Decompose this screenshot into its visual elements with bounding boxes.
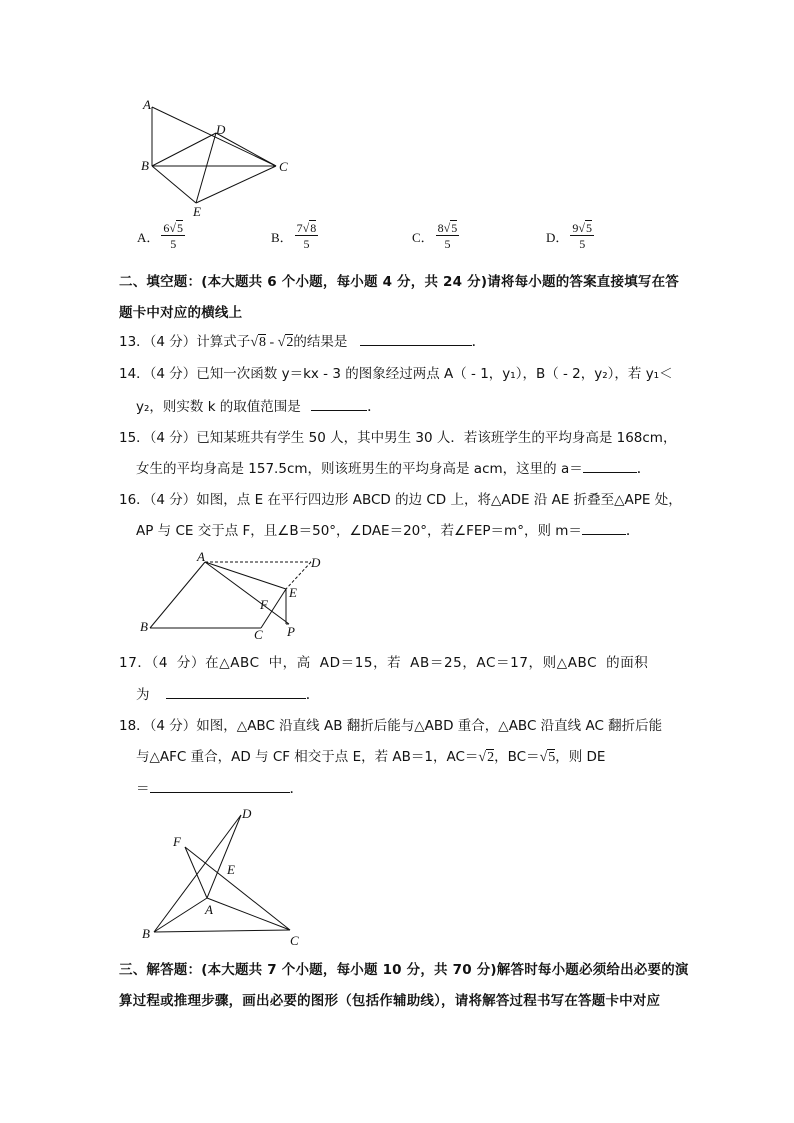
q18-text-a: 与△AFC 重合，AD 与 CF 相交于点 E，若 AB＝1，AC＝ (136, 749, 479, 765)
radicand: 8 (310, 221, 317, 235)
q13-prefix: 13．（4 分）计算式子 (119, 334, 251, 350)
question-14-line2: y₂，则实数 k 的取值范围是 ． (136, 396, 381, 418)
q18-radicand-1: 2 (487, 750, 495, 765)
label-b: B (141, 158, 149, 173)
q15-text: 女生的平均身高是 157.5cm，则该班男生的平均身高是 acm，这里的 a＝ (136, 461, 583, 477)
figure-q12 (130, 95, 300, 225)
q13-suffix: 的结果是 (293, 334, 348, 350)
question-16-line1: 16．（4 分）如图，点 E 在平行四边形 ABCD 的边 CD 上，将△ADE 沿 AE 折叠至△APE 处， (119, 492, 682, 508)
label-c: C (279, 159, 288, 174)
label-c: C (254, 627, 263, 642)
question-15-line1: 15．（4 分）已知某班共有学生 50 人，其中男生 30 人．若该班学生的平均身高是 168cm， (119, 430, 677, 446)
coef: 6 (163, 221, 170, 235)
q13-answer-blank[interactable] (360, 331, 472, 346)
q14-text: y₂，则实数 k 的取值范围是 (136, 399, 301, 415)
fraction: $\frac{8√5}{5}$ (437, 221, 458, 251)
label-a: A (143, 97, 151, 112)
q18-answer-blank[interactable] (150, 778, 290, 793)
option-d (546, 222, 594, 250)
q13-minus: - (266, 335, 278, 350)
section3-heading-line2: 算过程或推理步骤，画出必要的图形（包括作辅助线），请将解答过程书写在答题卡中对应 (119, 993, 661, 1009)
fraction: $\frac{7√8}{5}$ (296, 221, 317, 251)
label-e: E (289, 585, 297, 600)
q18-eq: ＝ (136, 781, 150, 797)
denominator: 5 (444, 237, 451, 251)
denominator: 5 (170, 237, 177, 251)
q18-text-c: ，则 DE (555, 749, 606, 765)
question-13: 13．（4 分）计算式子√8 - √2的结果是 ． (119, 331, 486, 353)
q14-answer-blank[interactable] (311, 396, 367, 411)
coef: 7 (296, 221, 303, 235)
denominator: 5 (303, 237, 310, 251)
label-d: D (216, 122, 226, 137)
q18-text-b: ，BC＝ (494, 749, 540, 765)
q18-radicand-2: 5 (548, 750, 556, 765)
section2-heading-line1: 二、填空题：(本大题共 6 个小题，每小题 4 分，共 24 分)请将每小题的答案直接填写在答 (119, 274, 680, 290)
label-b: B (142, 926, 150, 941)
option-letter: B． (271, 229, 293, 245)
option-letter: A． (137, 229, 160, 245)
denominator: 5 (579, 237, 586, 251)
option-b (271, 222, 318, 250)
question-18-line2: 与△AFC 重合，AD 与 CF 相交于点 E，若 AB＝1，AC＝√2，BC＝√5，则 DE (136, 749, 606, 765)
label-b: B (140, 619, 148, 634)
question-16-line2: AP 与 CE 交于点 F，且∠B＝50°，∠DAE＝20°，若∠FEP＝m°，则 m＝ ． (136, 520, 640, 542)
q17-text: 为 (136, 687, 150, 703)
fraction: $\frac{9√5}{5}$ (572, 221, 592, 251)
question-14-line1: 14．（4 分）已知一次函数 y＝kx - 3 的图象经过两点 A（ - 1，y₁），B（ - 2，y₂），若 y₁＜ (119, 366, 673, 382)
label-f: F (173, 834, 181, 849)
q16-text: AP 与 CE 交于点 F，且∠B＝50°，∠DAE＝20°，若∠FEP＝m°，则 m＝ (136, 523, 582, 539)
option-letter: D． (546, 229, 569, 245)
question-18-line3: ＝ ． (136, 778, 304, 800)
coef: 9 (572, 221, 579, 235)
option-a (137, 222, 185, 250)
label-a: A (205, 902, 213, 917)
q13-radicand-2: 2 (286, 335, 294, 350)
section3-heading-line1: 三、解答题：(本大题共 7 个小题，每小题 10 分，共 70 分)解答时每小题必须给出必要的演 (119, 962, 689, 978)
figure-q16 (135, 548, 335, 648)
question-18-line1: 18．（4 分）如图，△ABC 沿直线 AB 翻折后能与△ABD 重合，△ABC 沿直线 AC 翻折后能 (119, 718, 663, 734)
fraction: $\frac{6√5}{5}$ (163, 221, 183, 251)
label-c: C (290, 933, 299, 948)
question-17-line1: 17．（4 分）在△ABC 中，高 AD＝15，若 AB＝25，AC＝17，则△ABC 的面积 (119, 655, 649, 671)
question-17-line2: 为 ． (136, 684, 320, 706)
label-d: D (311, 555, 321, 570)
option-c (412, 222, 459, 250)
label-f: F (260, 597, 268, 612)
q15-answer-blank[interactable] (583, 458, 637, 473)
option-letter: C． (412, 229, 434, 245)
radicand: 5 (176, 221, 183, 235)
q17-answer-blank[interactable] (166, 684, 306, 699)
label-e: E (193, 204, 201, 219)
radicand: 5 (451, 221, 458, 235)
label-a: A (197, 549, 205, 564)
radicand: 5 (585, 221, 592, 235)
label-p: P (287, 624, 295, 639)
coef: 8 (437, 221, 444, 235)
label-e: E (227, 862, 235, 877)
section2-heading-line2: 题卡中对应的横线上 (119, 305, 243, 321)
figure-q18 (135, 800, 310, 950)
q13-radicand-1: 8 (259, 335, 266, 350)
label-d: D (242, 806, 252, 821)
question-15-line2: 女生的平均身高是 157.5cm，则该班男生的平均身高是 acm，这里的 a＝ ． (136, 458, 651, 480)
q16-answer-blank[interactable] (582, 520, 626, 535)
